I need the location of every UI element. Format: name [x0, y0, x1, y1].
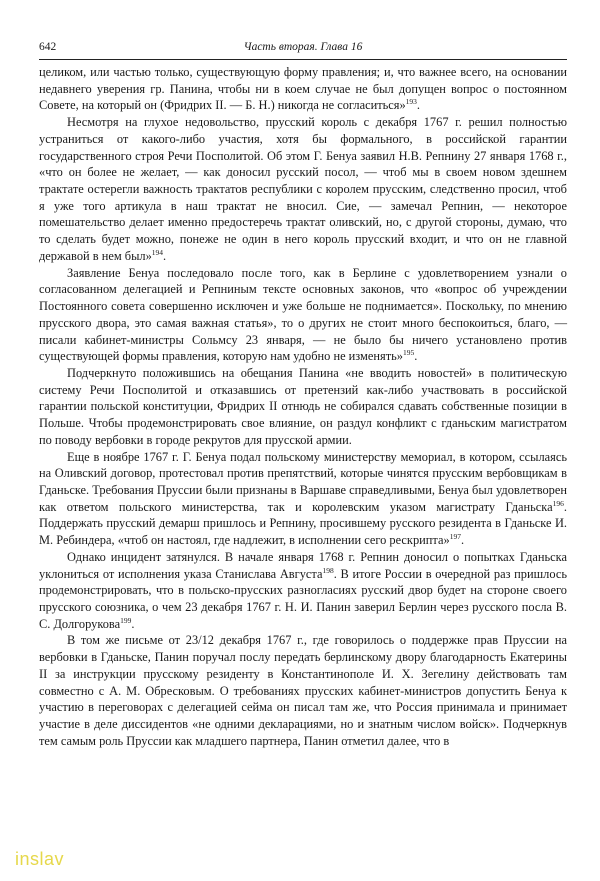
- page-number: 642: [39, 41, 57, 53]
- watermark: inslav: [15, 849, 65, 869]
- running-title: Часть вторая. Глава 16: [243, 41, 363, 53]
- paragraph-text: В том же письме от 23/12 декабря 1767 г., где говорилось о поддержке прав Пруссии на вербовки в Гданьске, Панин поручал послу передать берлинскому двору благодарность Екатерины II за инструкции прусскому резиденту в Константинополе И. Х. Зегелину действовать там совместно с А. М. Обресковым. О требованиях прусских кабинет-министров допустить Бенуа к участию в переговорах с делегацией сейма он писал там же, что Россия принимала и принимает участие в деле диссидентов «не одними декларациями, но и знатным числом войск». Подчеркнув тем самым роль Пруссии как младшего партнера, Панин отметил далее, что в: [39, 633, 567, 748]
- paragraph: [39, 632, 567, 749]
- paragraph: [39, 365, 567, 449]
- paragraph-text: целиком, или частью только, существующую форму правления; и, что важнее всего, на основании недавнего уверения гр. Панина, чтобы ни в коем случае не был допущен вопрос о постоянном Совете, на который он (Фридрих II. — Б. Н.) никогда не согласиться»: [39, 65, 567, 113]
- paragraph-text: Однако инцидент затянулся. В начале января 1768 г. Репнин доносил о попытках Гданьска уклониться от исполнения указа Станислава Августа: [39, 549, 567, 581]
- paragraph-text: . Поддержать прусский демарш пришлось и Репнину, просившему русского резидента в Гданьске И. М. Ребиндера, «чтоб он настоял, где надлежит, в исполнении сего рескрипта»: [39, 499, 567, 548]
- footnote-ref[interactable]: 196: [552, 498, 564, 508]
- header-rule: [39, 59, 567, 60]
- footnote-ref[interactable]: 198: [322, 565, 334, 575]
- paragraph: [39, 449, 567, 549]
- footnote-ref[interactable]: 197: [449, 532, 461, 542]
- footnote-ref[interactable]: 195: [402, 348, 415, 358]
- footnote-ref[interactable]: 199: [120, 615, 132, 625]
- page-header: [39, 38, 567, 56]
- paragraph: [39, 549, 567, 633]
- paragraph: целиком, или частью только, существующую форму правления; и, что важнее всего, на основании недавнего уверения гр. Панина, чтобы ни в коем случае не был допущен вопрос о постоянном Совете, на который он (Фридрих II. — Б. Н.) никогда не согласиться»$^{193}$.: [39, 65, 567, 113]
- footnote-ref[interactable]: 193: [405, 97, 417, 107]
- paragraph-text: Еще в ноябре 1767 г. Г. Бенуа подал польскому министерству мемориал, в котором, ссылаясь на Оливский договор, протестовал против препятствий, которые чинятся прусским вербовщикам в Гданьске. Требования Пруссии были признаны в Варшаве справедливыми, Бенуа был удовлетворен как ответом польского министерства, так и королевским указом магистрату Гданьска: [39, 449, 567, 514]
- paragraph-text: Несмотря на глухое недовольство, прусский король с декабря 1767 г. решил полностью устраниться от какого-либо участия, хотя бы формального, в российской гарантии государственного строя Речи Посполитой. Об этом Г. Бенуа заявил Н.В. Репнину 27 января 1768 г., «что он более не желает, — как доносил русский посол, — чтоб мы в своем новом здешнем трактате остерегли важность трактатов республики с королем прусским, следственно просил, чтоб я уже того артикула в наш трактат не вносил. Сие, — замечал Репнин, — некоторое помешательство делает именно предостеречь трактат оливский, но, с другой стороны, думаю, что то сделать будет можно, понеже не один в него король прусский входит, и что он не главной державой в нем был»: [39, 115, 567, 263]
- paragraph: Заявление Бенуа последовало после того, как в Берлине с удовлетворением узнали о согласованном делегацией и Репниным тексте основных законов, что «вопрос об учреждении Постоянного совета совершенно исключен и уже больше не поднимается». Поскольку, по мнению прусского двора, это самая важная статья», то о других не стоит много беспокоиться, благо, — писали кабинет-министры Сольмсу 23 января, — не было бы ничего установлено против существующей формы правления, которую нам удобно не изменять»$^{195}$.: [39, 265, 567, 364]
- paragraph-text: . В итоге России в очередной раз пришлось продемонстрировать, что в польско-прусских разногласиях русский двор будет на стороне своего прусского союзника, о чем 23 декабря 1767 г. Н. И. Панин заверил Берлин через русского посла В. С. Долгорукова: [39, 566, 567, 631]
- paragraph: Несмотря на глухое недовольство, прусский король с декабря 1767 г. решил полностью устраниться от какого-либо участия, хотя бы формального, в российской гарантии государственного строя Речи Посполитой. Об этом Г. Бенуа заявил Н.В. Репнину 27 января 1768 г., «что он более не желает, — как доносил русский посол, — чтоб мы в своем новом здешнем трактате остерегли важность трактатов республики с королем прусским, следственно просил, чтоб я уже того артикула в наш трактат не вносил. Сие, — замечал Репнин, — некоторое помешательство делает именно предостеречь трактат оливский, но, с другой стороны, думаю, что то сделать будет можно, понеже не один в него король прусский входит, и что он не главной державой в нем был»$^{194}$.: [39, 115, 567, 263]
- footnote-ref[interactable]: 194: [151, 247, 164, 257]
- paragraph-text: .: [131, 616, 135, 631]
- paragraph-text: Заявление Бенуа последовало после того, как в Берлине с удовлетворением узнали о согласованном делегацией и Репниным тексте основных законов, что «вопрос об учреждении Постоянного совета совершенно исключен и уже больше не поднимается». Поскольку, по мнению прусского двора, это самая важная статья», то о других не стоит много беспокоиться, благо, — писали кабинет-министры Сольмсу 23 января, — не было бы ничего установлено против существующей формы правления, которую нам удобно не изменять»: [39, 265, 567, 364]
- page-body: [39, 64, 567, 749]
- paragraph-text: Подчеркнуто положившись на обещания Панина «не вводить новостей» в политическую систему Речи Посполитой и отказавшись от претензий как-либо участвовать в российской гарантии польской конституции, Фридрих II отнюдь не собирался сдавать собственные позиции в Польше. Чтобы продемонстрировать свое влияние, он раздул конфликт с гданьским магистратом по поводу вербовки в городе рекрутов для прусской армии.: [39, 365, 567, 447]
- paragraph-text: .: [460, 533, 465, 548]
